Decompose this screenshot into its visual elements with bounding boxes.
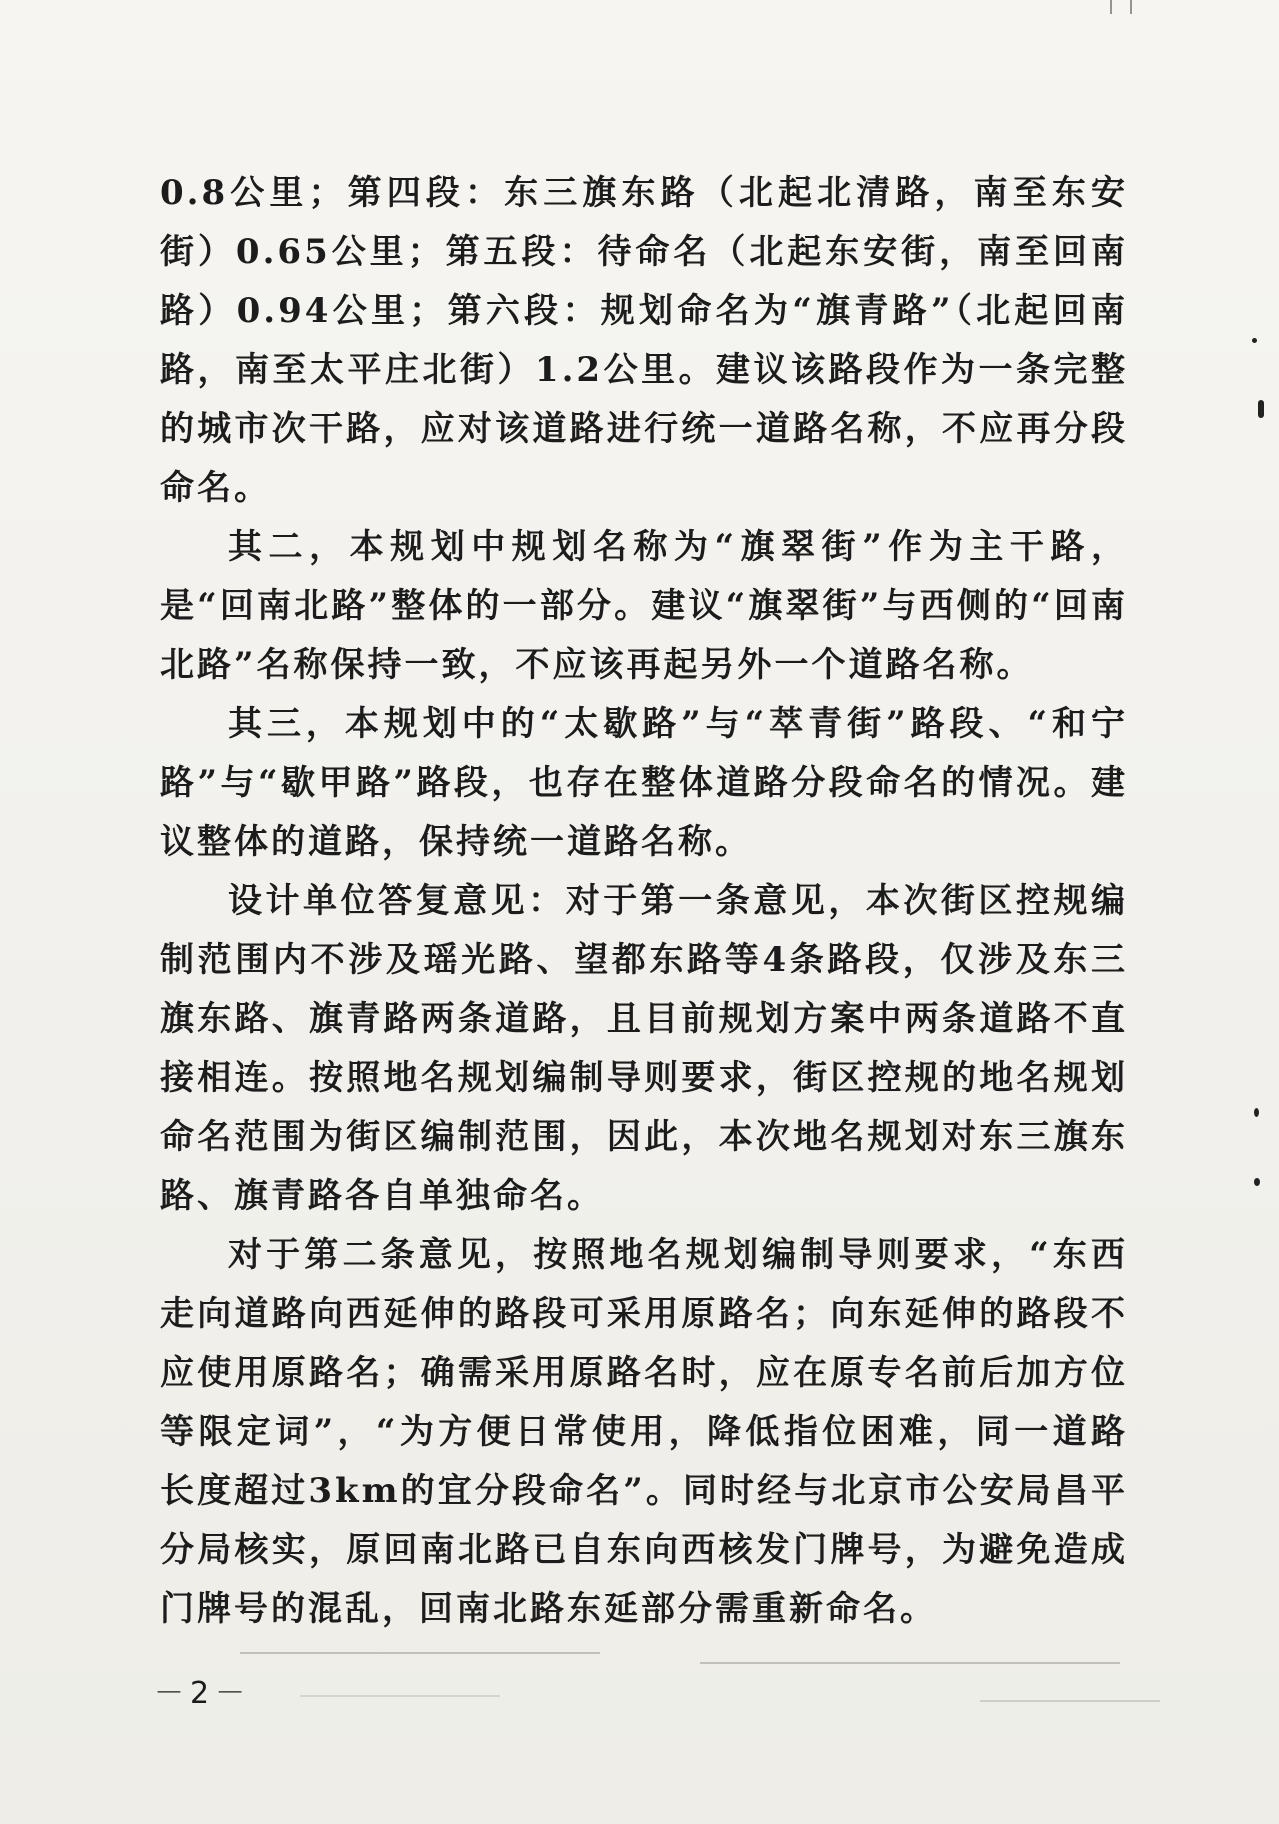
scan-line bbox=[700, 1662, 1120, 1664]
scan-speck bbox=[1258, 400, 1264, 418]
scan-line bbox=[300, 1695, 500, 1697]
scan-speck bbox=[1254, 1178, 1260, 1186]
paragraph-third-opinion: 其三，本规划中的“太歇路”与“萃青街”路段、“和宁路”与“歇甲路”路段，也存在整体道路分段命名的情况。建议整体的道路，保持统一道路名称。 bbox=[160, 704, 1128, 862]
paragraph-road-segments: 0.8公里；第四段：东三旗东路（北起北清路，南至东安街）0.65公里；第五段：待命名（北起东安街，南至回南路）0.94公里；第六段：规划命名为“旗青路”（北起回南路，南至太平庄北街）1.2公里。建议该路段作为一条完整的城市次干路，应对该道路进行统一道路名称，不应再分段命名。 bbox=[160, 173, 1128, 508]
document-body bbox=[160, 164, 1128, 1639]
scan-speck bbox=[1254, 1108, 1259, 1117]
paragraph-design-reply-first: 设计单位答复意见：对于第一条意见，本次街区控规编制范围内不涉及瑶光路、望都东路等4条路段，仅涉及东三旗东路、旗青路两条道路，且目前规划方案中两条道路不直接相连。按照地名规划编制导则要求，街区控规的地名规划命名范围为街区编制范围，因此，本次地名规划对东三旗东路、旗青路各自单独命名。 bbox=[160, 881, 1128, 1216]
page-number: －2－ bbox=[154, 1676, 252, 1711]
paragraph-design-reply-second: 对于第二条意见，按照地名规划编制导则要求，“东西走向道路向西延伸的路段可采用原路名；向东延伸的路段不应使用原路名；确需采用原路名时，应在原专名前后加方位等限定词”，“为方便日常使用，降低指位困难，同一道路长度超过3km的宜分段命名”。同时经与北京市公安局昌平分局核实，原回南北路已自东向西核发门牌号，为避免造成门牌号的混乱，回南北路东延部分需重新命名。 bbox=[160, 1235, 1128, 1629]
paragraph-second-opinion: 其二，本规划中规划名称为“旗翠街”作为主干路，是“回南北路”整体的一部分。建议“旗翠街”与西侧的“回南北路”名称保持一致，不应该再起另外一个道路名称。 bbox=[160, 527, 1128, 685]
scan-line bbox=[240, 1652, 600, 1654]
scan-artifact-mark bbox=[1110, 0, 1132, 14]
scan-speck bbox=[1252, 338, 1257, 343]
scan-line bbox=[980, 1700, 1160, 1702]
